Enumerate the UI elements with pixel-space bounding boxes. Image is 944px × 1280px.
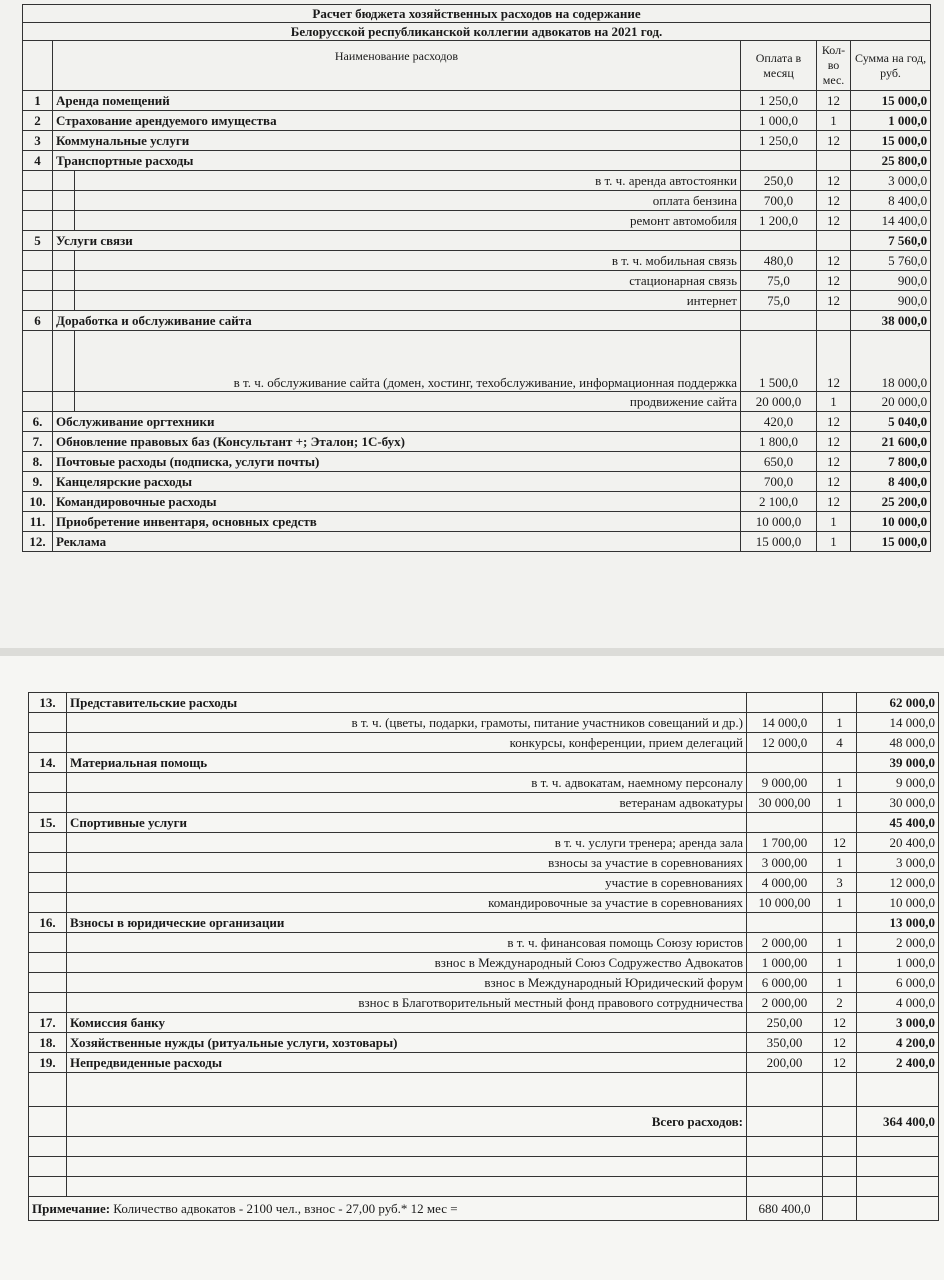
annual-total: 1 000,0 (851, 111, 931, 131)
table-row (29, 813, 939, 833)
note-row (29, 1197, 747, 1221)
expense-subitem: ветеранам адвокатуры (67, 793, 747, 813)
title-line-1: Расчет бюджета хозяйственных расходов на содержание (23, 5, 931, 23)
note-label: Примечание: (32, 1201, 111, 1216)
expense-name: Доработка и обслуживание сайта (53, 311, 741, 331)
row-number (29, 833, 67, 853)
table-row (23, 231, 931, 251)
row-number (23, 251, 53, 271)
annual-total: 10 000,0 (851, 512, 931, 532)
total-label: Всего расходов: (67, 1107, 747, 1137)
table-row (23, 191, 931, 211)
annual-total: 38 000,0 (851, 311, 931, 331)
row-number: 15. (29, 813, 67, 833)
annual-total: 7 560,0 (851, 231, 931, 251)
months-count: 12 (817, 472, 851, 492)
table-row (29, 693, 939, 713)
months-count: 12 (817, 211, 851, 231)
monthly-amount: 3 000,00 (747, 853, 823, 873)
monthly-amount (741, 151, 817, 171)
row-number: 4 (23, 151, 53, 171)
annual-total: 30 000,0 (857, 793, 939, 813)
monthly-amount: 1 700,00 (747, 833, 823, 853)
monthly-amount: 30 000,00 (747, 793, 823, 813)
months-count: 12 (817, 251, 851, 271)
table-row (29, 853, 939, 873)
expense-subitem: командировочные за участие в соревнованиях (67, 893, 747, 913)
expense-subitem: интернет (75, 291, 741, 311)
monthly-amount: 2 000,00 (747, 993, 823, 1013)
row-number (29, 773, 67, 793)
table-row (23, 432, 931, 452)
months-count: 12 (817, 191, 851, 211)
title-line-2: Белорусской республиканской коллегии адвокатов на 2021 год. (23, 23, 931, 41)
months-count: 1 (823, 773, 857, 793)
monthly-amount: 1 800,0 (741, 432, 817, 452)
table-row (29, 993, 939, 1013)
annual-total: 15 000,0 (851, 532, 931, 552)
header-monthly: Оплата в месяц (741, 41, 817, 91)
expense-subitem: стационарная связь (75, 271, 741, 291)
months-count: 12 (817, 171, 851, 191)
months-count: 4 (823, 733, 857, 753)
header-annual: Сумма на год, руб. (851, 41, 931, 91)
annual-total: 21 600,0 (851, 432, 931, 452)
months-count: 12 (817, 412, 851, 432)
table-row (29, 793, 939, 813)
annual-total: 14 000,0 (857, 713, 939, 733)
row-number: 5 (23, 231, 53, 251)
expense-subitem: в т. ч. обслуживание сайта (домен, хостинг, техобслуживание, информационная поддержка (75, 331, 741, 392)
expense-name: Командировочные расходы (53, 492, 741, 512)
monthly-amount: 10 000,0 (741, 512, 817, 532)
months-count: 12 (817, 271, 851, 291)
expense-subitem: в т. ч. финансовая помощь Союзу юристов (67, 933, 747, 953)
budget-table-page-1 (22, 4, 931, 552)
annual-total: 39 000,0 (857, 753, 939, 773)
expense-name: Страхование арендуемого имущества (53, 111, 741, 131)
expense-subitem: взносы за участие в соревнованиях (67, 853, 747, 873)
monthly-amount: 250,00 (747, 1013, 823, 1033)
monthly-amount: 700,0 (741, 191, 817, 211)
row-number (29, 873, 67, 893)
monthly-amount: 14 000,0 (747, 713, 823, 733)
months-count (817, 151, 851, 171)
row-number: 2 (23, 111, 53, 131)
annual-total: 12 000,0 (857, 873, 939, 893)
row-number: 16. (29, 913, 67, 933)
indent-cell (53, 251, 75, 271)
table-row (23, 412, 931, 432)
annual-total: 4 000,0 (857, 993, 939, 1013)
months-count: 1 (817, 532, 851, 552)
annual-total: 48 000,0 (857, 733, 939, 753)
expense-subitem: в т. ч. адвокатам, наемному персоналу (67, 773, 747, 793)
total-value: 364 400,0 (857, 1107, 939, 1137)
months-count: 12 (817, 131, 851, 151)
months-count (823, 913, 857, 933)
table-row (29, 713, 939, 733)
row-number: 3 (23, 131, 53, 151)
expense-name: Услуги связи (53, 231, 741, 251)
annual-total: 9 000,0 (857, 773, 939, 793)
months-count: 12 (817, 452, 851, 472)
months-count: 1 (823, 893, 857, 913)
expense-name: Комиссия банку (67, 1013, 747, 1033)
row-number: 17. (29, 1013, 67, 1033)
monthly-amount: 1 250,0 (741, 91, 817, 111)
months-count: 2 (823, 993, 857, 1013)
header-name: Наименование расходов (53, 41, 741, 91)
monthly-amount (747, 753, 823, 773)
row-number (29, 933, 67, 953)
row-number (29, 853, 67, 873)
indent-cell (53, 291, 75, 311)
row-number (29, 973, 67, 993)
expense-name: Почтовые расходы (подписка, услуги почты) (53, 452, 741, 472)
row-number: 14. (29, 753, 67, 773)
annual-total: 1 000,0 (857, 953, 939, 973)
table-row (29, 753, 939, 773)
annual-total: 5 760,0 (851, 251, 931, 271)
months-count: 1 (823, 713, 857, 733)
annual-total: 3 000,0 (857, 1013, 939, 1033)
months-count: 1 (817, 512, 851, 532)
months-count (817, 311, 851, 331)
monthly-amount: 9 000,00 (747, 773, 823, 793)
monthly-amount: 4 000,00 (747, 873, 823, 893)
indent-cell (53, 331, 75, 392)
indent-cell (53, 171, 75, 191)
row-number: 1 (23, 91, 53, 111)
table-row (29, 1013, 939, 1033)
row-number: 19. (29, 1053, 67, 1073)
monthly-amount: 2 100,0 (741, 492, 817, 512)
expense-name: Приобретение инвентаря, основных средств (53, 512, 741, 532)
annual-total: 2 400,0 (857, 1053, 939, 1073)
table-row (29, 873, 939, 893)
table-row (29, 973, 939, 993)
table-row (23, 151, 931, 171)
months-count: 3 (823, 873, 857, 893)
header-months: Кол-во мес. (817, 41, 851, 91)
monthly-amount: 1 000,00 (747, 953, 823, 973)
monthly-amount (741, 231, 817, 251)
annual-total: 7 800,0 (851, 452, 931, 472)
monthly-amount: 75,0 (741, 291, 817, 311)
row-number: 6 (23, 311, 53, 331)
annual-total: 45 400,0 (857, 813, 939, 833)
annual-total: 8 400,0 (851, 191, 931, 211)
table-row (29, 1033, 939, 1053)
expense-subitem: конкурсы, конференции, прием делегаций (67, 733, 747, 753)
table-row (29, 733, 939, 753)
expense-subitem: участие в соревнованиях (67, 873, 747, 893)
months-count (823, 693, 857, 713)
table-row (23, 532, 931, 552)
annual-total: 14 400,0 (851, 211, 931, 231)
months-count (823, 753, 857, 773)
annual-total: 62 000,0 (857, 693, 939, 713)
expense-name: Обновление правовых баз (Консультант +; Эталон; 1С-бух) (53, 432, 741, 452)
table-row (23, 512, 931, 532)
months-count: 12 (823, 1053, 857, 1073)
monthly-amount: 1 250,0 (741, 131, 817, 151)
months-count: 1 (823, 953, 857, 973)
expense-name: Реклама (53, 532, 741, 552)
row-number (29, 893, 67, 913)
row-number (29, 993, 67, 1013)
monthly-amount: 12 000,0 (747, 733, 823, 753)
expense-name: Материальная помощь (67, 753, 747, 773)
expense-name: Транспортные расходы (53, 151, 741, 171)
table-row (29, 833, 939, 853)
row-number (23, 271, 53, 291)
monthly-amount: 1 000,0 (741, 111, 817, 131)
monthly-amount: 700,0 (741, 472, 817, 492)
monthly-amount: 1 200,0 (741, 211, 817, 231)
table-row (29, 773, 939, 793)
table-row (23, 472, 931, 492)
annual-total: 900,0 (851, 291, 931, 311)
annual-total: 25 200,0 (851, 492, 931, 512)
row-number (23, 392, 53, 412)
row-number (29, 793, 67, 813)
row-number: 7. (23, 432, 53, 452)
indent-cell (53, 191, 75, 211)
table-row (23, 492, 931, 512)
expense-name: Хозяйственные нужды (ритуальные услуги, хозтовары) (67, 1033, 747, 1053)
monthly-amount: 1 500,0 (741, 331, 817, 392)
months-count: 1 (823, 853, 857, 873)
note-text: Количество адвокатов - 2100 чел., взнос - 27,00 руб.* 12 мес = (113, 1201, 458, 1216)
expense-subitem: ремонт автомобиля (75, 211, 741, 231)
table-row (23, 171, 931, 191)
months-count: 1 (823, 933, 857, 953)
monthly-amount: 420,0 (741, 412, 817, 432)
annual-total: 15 000,0 (851, 91, 931, 111)
expense-name: Представительские расходы (67, 693, 747, 713)
annual-total: 20 000,0 (851, 392, 931, 412)
annual-total: 15 000,0 (851, 131, 931, 151)
monthly-amount: 2 000,00 (747, 933, 823, 953)
row-number: 6. (23, 412, 53, 432)
expense-name: Аренда помещений (53, 91, 741, 111)
table-row (23, 131, 931, 151)
expense-name: Обслуживание оргтехники (53, 412, 741, 432)
months-count: 1 (817, 111, 851, 131)
table-row (29, 1053, 939, 1073)
expense-subitem: в т. ч. аренда автостоянки (75, 171, 741, 191)
annual-total: 20 400,0 (857, 833, 939, 853)
table-row (23, 452, 931, 472)
months-count: 12 (823, 1013, 857, 1033)
annual-total: 6 000,0 (857, 973, 939, 993)
table-row (29, 893, 939, 913)
months-count: 12 (817, 91, 851, 111)
table-row (23, 291, 931, 311)
expense-name: Спортивные услуги (67, 813, 747, 833)
monthly-amount (747, 813, 823, 833)
months-count: 12 (823, 833, 857, 853)
page-2 (0, 656, 944, 1280)
annual-total: 8 400,0 (851, 472, 931, 492)
row-number (29, 953, 67, 973)
expense-name: Коммунальные услуги (53, 131, 741, 151)
monthly-amount: 250,0 (741, 171, 817, 191)
table-row (23, 271, 931, 291)
row-number (23, 331, 53, 392)
annual-total: 10 000,0 (857, 893, 939, 913)
monthly-amount: 350,00 (747, 1033, 823, 1053)
row-number: 10. (23, 492, 53, 512)
row-number (23, 211, 53, 231)
row-number: 18. (29, 1033, 67, 1053)
annual-total: 2 000,0 (857, 933, 939, 953)
table-row (23, 111, 931, 131)
expense-subitem: в т. ч. (цветы, подарки, грамоты, питание участников совещаний и др.) (67, 713, 747, 733)
annual-total: 900,0 (851, 271, 931, 291)
months-count (817, 231, 851, 251)
table-row (23, 91, 931, 111)
monthly-amount (741, 311, 817, 331)
table-row (23, 392, 931, 412)
table-row (23, 251, 931, 271)
indent-cell (53, 211, 75, 231)
expense-subitem: оплата бензина (75, 191, 741, 211)
expense-name: Взносы в юридические организации (67, 913, 747, 933)
expense-subitem: взнос в Благотворительный местный фонд правового сотрудничества (67, 993, 747, 1013)
table-row (23, 211, 931, 231)
row-number (29, 713, 67, 733)
expense-subitem: в т. ч. услуги тренера; аренда зала (67, 833, 747, 853)
budget-table-page-2 (28, 692, 939, 1221)
months-count: 12 (817, 291, 851, 311)
monthly-amount: 75,0 (741, 271, 817, 291)
row-number (23, 291, 53, 311)
annual-total: 25 800,0 (851, 151, 931, 171)
table-row (23, 331, 931, 392)
annual-total: 13 000,0 (857, 913, 939, 933)
annual-total: 5 040,0 (851, 412, 931, 432)
expense-subitem: продвижение сайта (75, 392, 741, 412)
row-number: 12. (23, 532, 53, 552)
monthly-amount (747, 913, 823, 933)
annual-total: 4 200,0 (857, 1033, 939, 1053)
monthly-amount: 480,0 (741, 251, 817, 271)
row-number: 9. (23, 472, 53, 492)
table-row (23, 311, 931, 331)
row-number (23, 171, 53, 191)
monthly-amount: 200,00 (747, 1053, 823, 1073)
row-number (29, 733, 67, 753)
monthly-amount (747, 693, 823, 713)
months-count: 1 (823, 793, 857, 813)
months-count: 12 (817, 331, 851, 392)
annual-total: 3 000,0 (851, 171, 931, 191)
months-count: 1 (817, 392, 851, 412)
months-count: 12 (817, 432, 851, 452)
monthly-amount: 15 000,0 (741, 532, 817, 552)
annual-total: 18 000,0 (851, 331, 931, 392)
monthly-amount: 20 000,0 (741, 392, 817, 412)
indent-cell (53, 392, 75, 412)
expense-subitem: в т. ч. мобильная связь (75, 251, 741, 271)
monthly-amount: 650,0 (741, 452, 817, 472)
expense-subitem: взнос в Международный Союз Содружество Адвокатов (67, 953, 747, 973)
table-row (29, 913, 939, 933)
months-count: 1 (823, 973, 857, 993)
row-number: 13. (29, 693, 67, 713)
table-row (29, 933, 939, 953)
indent-cell (53, 271, 75, 291)
monthly-amount: 10 000,00 (747, 893, 823, 913)
note-value: 680 400,0 (747, 1197, 823, 1221)
months-count (823, 813, 857, 833)
expense-name: Канцелярские расходы (53, 472, 741, 492)
expense-name: Непредвиденные расходы (67, 1053, 747, 1073)
row-number (23, 191, 53, 211)
months-count: 12 (823, 1033, 857, 1053)
monthly-amount: 6 000,00 (747, 973, 823, 993)
annual-total: 3 000,0 (857, 853, 939, 873)
expense-subitem: взнос в Международный Юридический форум (67, 973, 747, 993)
row-number: 11. (23, 512, 53, 532)
months-count: 12 (817, 492, 851, 512)
row-number: 8. (23, 452, 53, 472)
table-row (29, 953, 939, 973)
